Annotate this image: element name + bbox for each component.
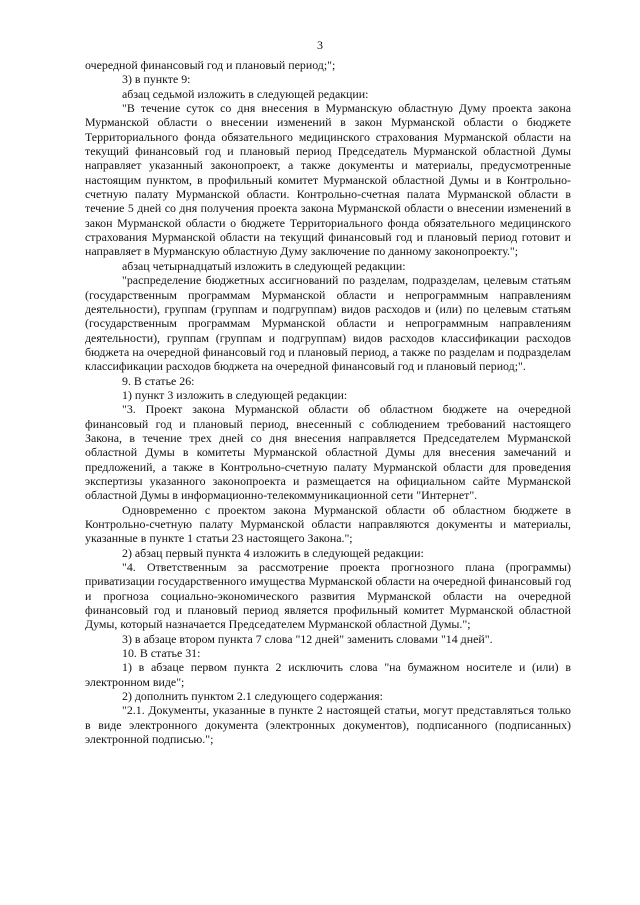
document-paragraph: 3) в пункте 9: [122,72,191,87]
document-paragraph: 10. В статье 31: [122,646,201,661]
document-paragraph: "распределение бюджетных ассигнований по разделам, подразделам, целевым статьям (государственным программам Мурманской области и непрограммным направлениям деятельности), группам (группам и подгруппам) видов расходов и (или) по целевым статьям (государственным программам Мурманской области и непрограммным направлениям деятельности), группам (группам и подгруппам) видов расходов классификации расходов бюджета на очередной финансовый год и плановый период, а также по разделам и подразделам классификации расходов бюджета на очередной финансовый год и плановый период;". [85,273,571,374]
document-paragraph: "3. Проект закона Мурманской области об областном бюджете на очередной финансовый год и плановый период, внесенный с соблюдением требований настоящего Закона, в течение трех дней со дня внесения направляется Председателем Мурманской областной Думы в комитеты Мурманской областной Думы для внесения замечаний и предложений, а также в Контрольно-счетную палату Мурманской области для проведения экспертизы указанного законопроекта и размещается на официальном сайте Мурманской областной Думы в информационно-телекоммуникационной сети "Интернет". [85,402,571,503]
document-paragraph: 2) дополнить пунктом 2.1 следующего содержания: [122,689,383,704]
document-paragraph: "2.1. Документы, указанные в пункте 2 настоящей статьи, могут представляться только в виде электронного документа (электронных документов), подписанного (подписанных) электронной подписью."; [85,703,571,747]
document-paragraph: Одновременно с проектом закона Мурманской области об областном бюджете в Контрольно-счетную палату Мурманской области направляются документы и материалы, указанные в пункте 1 статьи 23 настоящего Закона."; [85,502,571,546]
document-body [85,58,571,747]
document-paragraph: "В течение суток со дня внесения в Мурманскую областную Думу проекта закона Мурманской области о внесении изменений в закон Мурманской области о бюджете Территориального фонда обязательного медицинского страхования Мурманской области на текущий финансовый год и плановый период Председатель Мурманской областной Думы направляет указанный законопроект, а также документы и материалы, предусмотренные настоящим пунктом, в профильный комитет Мурманской областной Думы и в Контрольно-счетную палату Мурманской области. Контрольно-счетная палата Мурманской области в течение 5 дней со дня получения проекта закона Мурманской области о внесении изменений в закон Мурманской области о бюджете Территориального фонда обязательного медицинского страхования Мурманской области на текущий финансовый год и плановый период готовит и направляет в Мурманскую областную Думу заключение по данному законопроекту."; [85,101,571,259]
document-paragraph: 2) абзац первый пункта 4 изложить в следующей редакции: [122,545,424,560]
document-paragraph: абзац четырнадцатый изложить в следующей редакции: [122,258,406,273]
document-paragraph: 3) в абзаце втором пункта 7 слова "12 дней" заменить словами "14 дней". [122,631,493,646]
document-paragraph: 1) пункт 3 изложить в следующей редакции: [122,387,348,402]
document-paragraph: "4. Ответственным за рассмотрение проекта прогнозного плана (программы) приватизации государственного имущества Мурманской области на очередной финансовый год и прогноза социально-экономического развития Мурманской области на очередной финансовый год и плановый период является профильный комитет Мурманской областной Думы, который назначается Председателем Мурманской областной Думы."; [85,560,571,632]
document-paragraph: очередной финансовый год и плановый период;"; [85,58,336,72]
document-paragraph: абзац седьмой изложить в следующей редакции: [122,86,369,101]
document-paragraph: 9. В статье 26: [122,373,195,388]
document-paragraph: 1) в абзаце первом пункта 2 исключить слова "на бумажном носителе и (или) в электронном виде"; [85,660,571,689]
page-number: 3 [317,38,323,52]
